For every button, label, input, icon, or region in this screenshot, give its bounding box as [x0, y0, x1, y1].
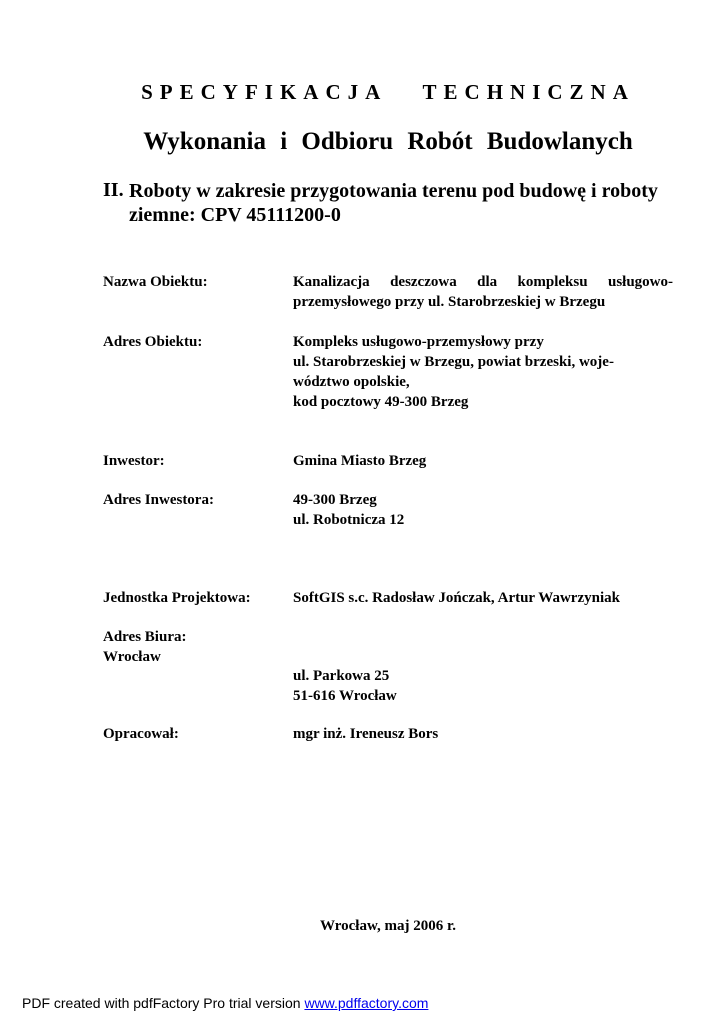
object-address-line: kod pocztowy 49-300 Brzeg [293, 394, 469, 410]
design-unit-label: Jednostka Projektowa: [103, 590, 251, 606]
document-title: SPECYFIKACJA TECHNICZNA [141, 80, 635, 104]
investor-address-label: Adres Inwestora: [103, 492, 214, 508]
object-name-label: Nazwa Obiektu: [103, 274, 208, 290]
prepared-by-value: mgr inż. Ireneusz Bors [293, 726, 439, 742]
object-name-value: Kanalizacja deszczowa dla kompleksu usługowo-przemysłowego przy ul. Starobrzeskiej w Brzegu [293, 274, 673, 310]
design-unit-value: SoftGIS s.c. Radosław Jończak, Artur Wawrzyniak [293, 590, 620, 606]
document-subtitle: Wykonania i Odbioru Robót Budowlanych [143, 128, 633, 155]
object-address-line: ul. Starobrzeskiej w Brzegu, powiat brzeski, woje- [293, 354, 614, 370]
pdf-footer [22, 995, 428, 1011]
section-number: II. [103, 179, 124, 201]
section-title: Roboty w zakresie przygotowania terenu pod budowę i roboty ziemne: CPV 45111200-0 [129, 180, 658, 226]
object-address-line: Kompleks usługowo-przemysłowy przy [293, 334, 544, 350]
prepared-by-label: Opracował: [103, 726, 179, 742]
office-address-line: ul. Parkowa 25 [293, 668, 390, 684]
pdffactory-link[interactable]: www.pdffactory.com [304, 995, 429, 1011]
place-date: Wrocław, maj 2006 r. [320, 918, 456, 934]
pdf-footer-text: PDF created with pdfFactory Pro trial version [22, 995, 305, 1011]
object-address-label: Adres Obiektu: [103, 334, 203, 350]
investor-address-line: 49-300 Brzeg [293, 492, 377, 508]
office-address-label: Adres Biura: [103, 629, 187, 645]
object-address-line: wództwo opolskie, [293, 374, 410, 390]
investor-value: Gmina Miasto Brzeg [293, 453, 427, 469]
investor-address-line: ul. Robotnicza 12 [293, 512, 405, 528]
office-address-line: 51-616 Wrocław [293, 688, 397, 704]
office-address-label-city: Wrocław [103, 649, 161, 665]
investor-label: Inwestor: [103, 453, 165, 469]
